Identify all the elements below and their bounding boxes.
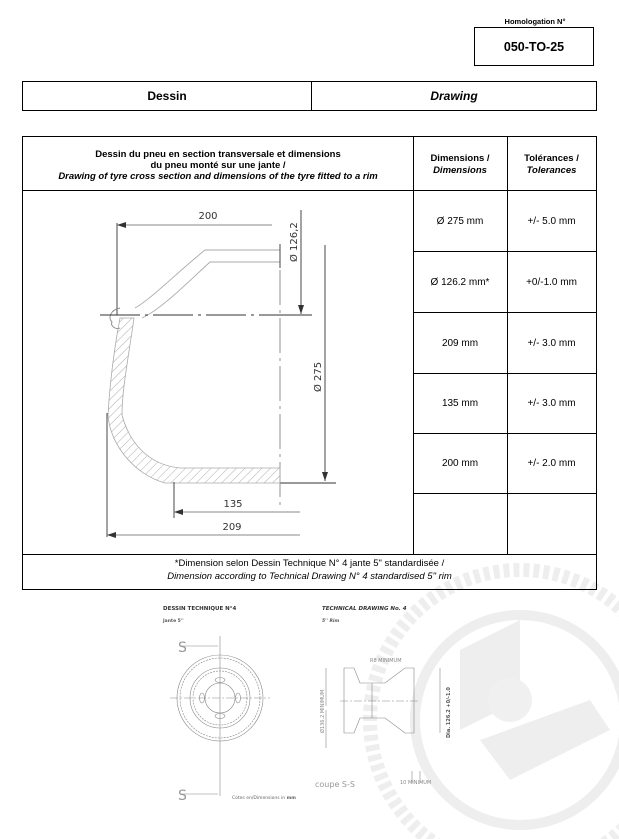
rim-subtitle-en: 5'' Rim: [322, 619, 340, 624]
rim-title-fr: DESSIN TECHNIQUE N°4: [163, 606, 237, 612]
table-row-tolerance: +/- 2.0 mm: [527, 458, 576, 469]
units-value: mm: [286, 796, 296, 801]
footnote-fr: *Dimension selon Dessin Technique N° 4 jante 5" standardisée /: [174, 558, 445, 569]
table-row-dimension: 209 mm: [441, 337, 479, 349]
dim-200-label: 200: [198, 211, 218, 222]
dia-126-label: Dia. 126.2 +0/-1.0: [446, 687, 452, 738]
dim-209-label: 209: [222, 522, 242, 533]
rim-title-en: TECHNICAL DRAWING No. 4: [322, 606, 407, 612]
header-fr-line1: Dessin du pneu en section transversale et dimensions: [95, 149, 341, 160]
dim-135-label: 135: [223, 499, 243, 510]
section-marker-bottom: S: [178, 788, 187, 804]
dim-126-label: Ø 126,2: [289, 222, 300, 262]
dimensions-header-en: Dimensions: [433, 165, 487, 176]
tolerances-header-en: Tolerances: [526, 165, 577, 176]
header-fr-line2: du pneu monté sur une jante /: [150, 160, 286, 171]
units-note: [232, 795, 296, 801]
table-row-dimension: 135 mm: [441, 398, 479, 409]
section-marker-top: S: [178, 640, 187, 656]
homologation-number: 050-TO-25: [474, 27, 594, 66]
table-row-dimension: Ø 126.2 mm*: [430, 276, 490, 288]
table-row-dimension: Ø 275 mm: [436, 215, 484, 227]
section-title-fr: Dessin: [23, 82, 312, 110]
section-label: coupe S-S: [315, 780, 355, 789]
table-row-tolerance: +0/-1.0 mm: [526, 276, 577, 288]
units-note-text: Cotes en/Dimensions in: [232, 796, 286, 801]
min-10-label: 10 MINIMUM: [400, 780, 432, 786]
homologation-label: Homologation N°: [504, 17, 566, 26]
table-row-tolerance: +/- 3.0 mm: [527, 398, 576, 409]
rim-technical-drawing: [150, 598, 470, 808]
footnote-en: Dimension according to Technical Drawing N° 4 standardised 5" rim: [167, 571, 452, 582]
table-row-dimension: 200 mm: [441, 458, 479, 469]
dimensions-header-fr: Dimensions /: [430, 153, 490, 164]
header-en: Drawing of tyre cross section and dimensions of the tyre fitted to a rim: [58, 171, 378, 182]
table-row-tolerance: +/- 5.0 mm: [527, 215, 576, 227]
rim-subtitle-fr: Jante 5'': [163, 619, 184, 624]
dim-275-label: Ø 275: [313, 361, 324, 392]
r8-label: R8 MINIMUM: [370, 658, 402, 664]
section-title-en: Drawing: [430, 89, 478, 103]
tolerances-header-fr: Tolérances /: [524, 153, 579, 164]
table-row-tolerance: +/- 3.0 mm: [527, 337, 576, 349]
dim-136-label: Ø136.2 MINIMUM: [320, 689, 326, 733]
